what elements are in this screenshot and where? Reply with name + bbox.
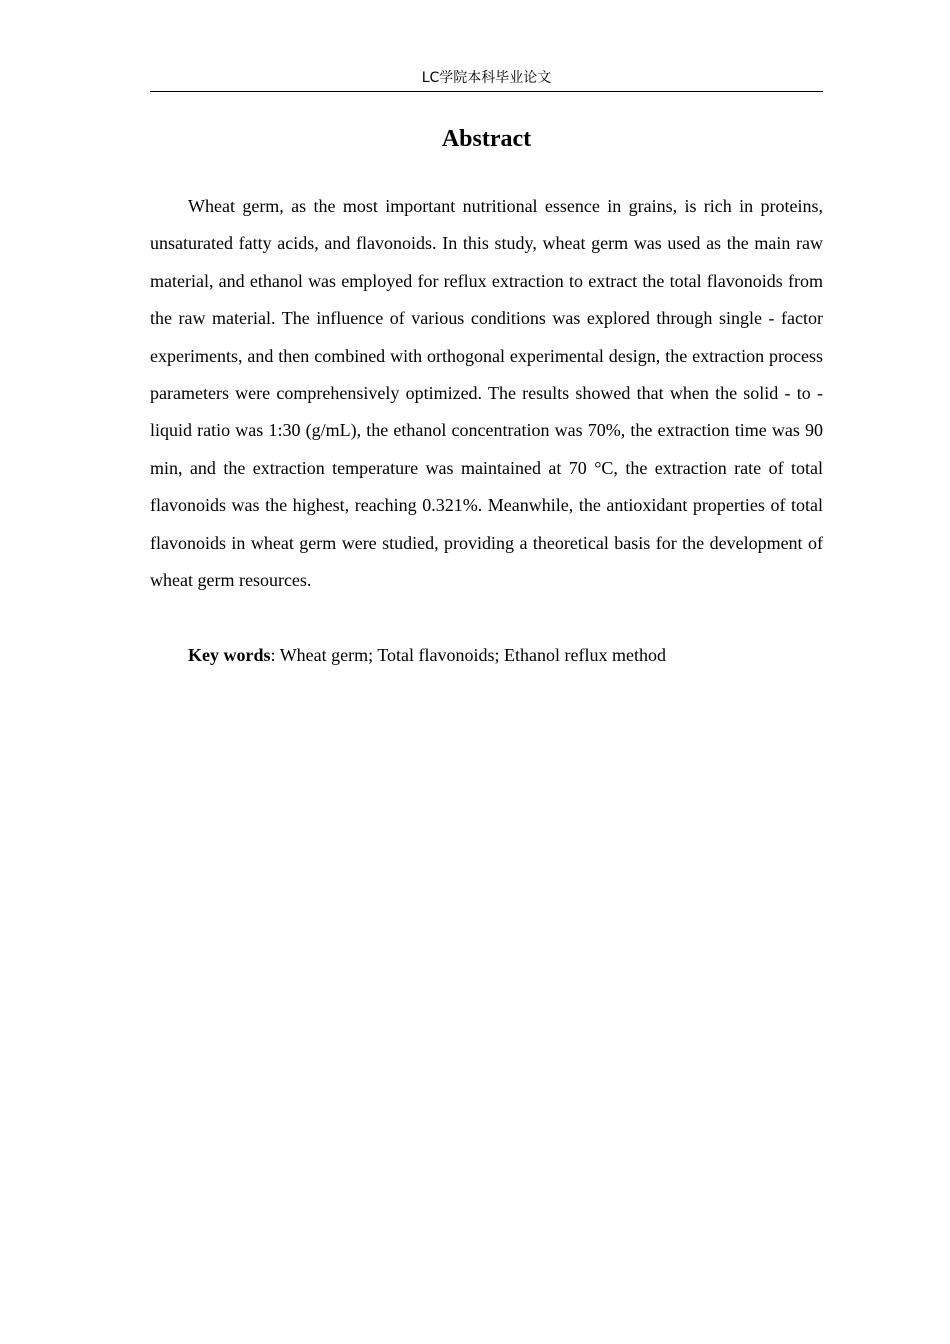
abstract-title: Abstract	[441, 126, 532, 152]
keywords-label: Key words	[188, 645, 271, 665]
header-text: LC学院本科毕业论文	[421, 70, 552, 86]
keywords-value: Wheat germ; Total flavonoids; Ethanol reflux method	[279, 645, 666, 665]
abstract-body: Wheat germ, as the most important nutritional essence in grains, is rich in proteins, unsaturated fatty acids, and flavonoids. In this study, wheat germ was used as the main raw material, and ethanol was employed for reflux extraction to extract the total flavonoids from the raw material. The influence of various conditions was explored through single - factor experiments, and then combined with orthogonal experimental design, the extraction process parameters were comprehensively optimized. The results showed that when the solid - to - liquid ratio was 1:30 (g/mL), the ethanol concentration was 70%, the extraction time was 90 min, and the extraction temperature was maintained at 70 °C, the extraction rate of total flavonoids was the highest, reaching 0.321%. Meanwhile, the antioxidant properties of total flavonoids in wheat germ were studied, providing a theoretical basis for the development of wheat germ resources.	[150, 196, 823, 591]
keywords-line	[150, 637, 823, 674]
keywords-separator: :	[270, 645, 280, 665]
page-header	[150, 66, 823, 92]
